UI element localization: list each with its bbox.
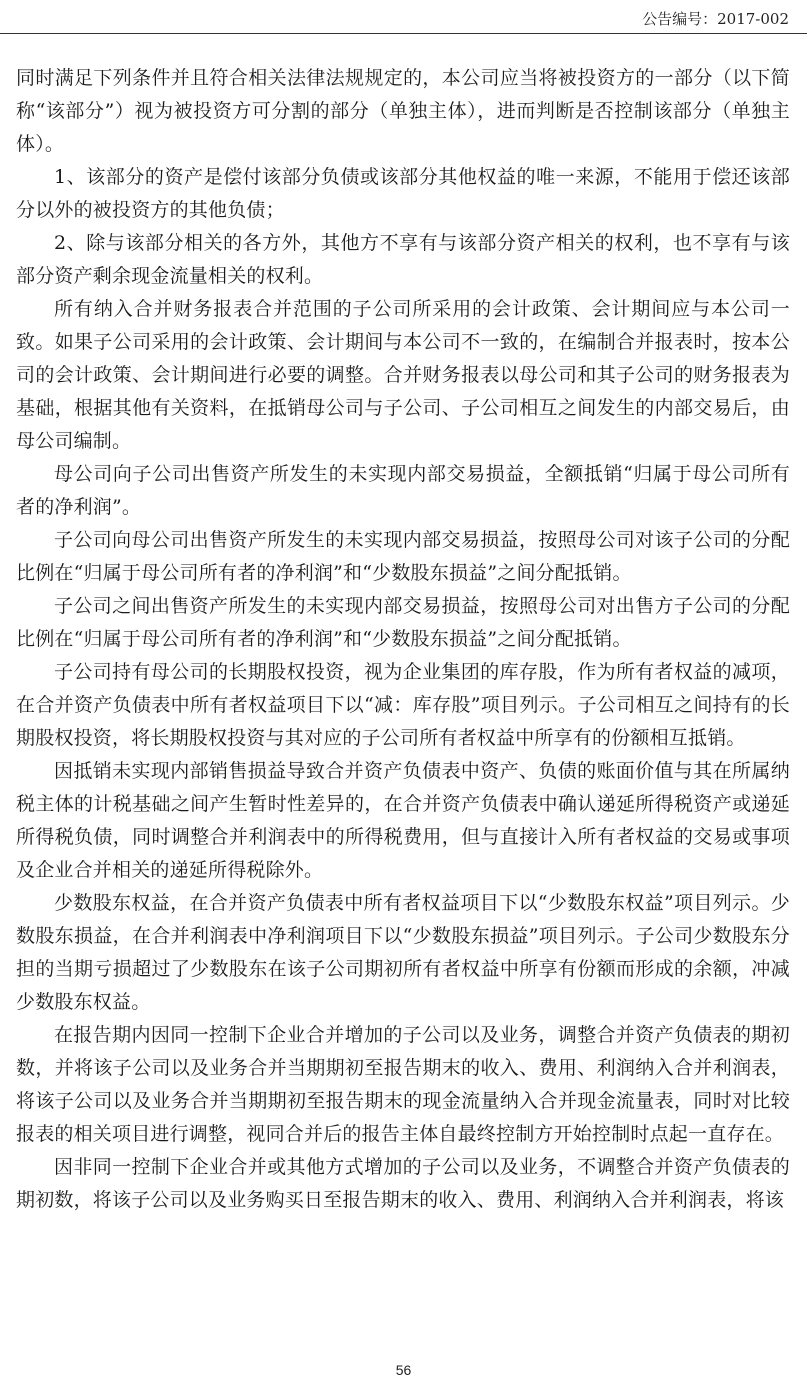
paragraph-treasury-stock: 子公司持有母公司的长期股权投资，视为企业集团的库存股，作为所有者权益的减项，在合并资产负债表中所有者权益项目下以“减：库存股”项目列示。子公司相互之间持有的长期股权投资，将长期股权投资与其对应的子公司所有者权益中所享有的份额相互抵销。 [16,661,790,749]
page-header [0,0,807,34]
header-divider [0,33,807,34]
paragraph-parent-to-subsidiary: 母公司向子公司出售资产所发生的未实现内部交易损益，全额抵销“归属于母公司所有者的净利润”。 [16,463,790,518]
document-body [16,62,790,1217]
paragraph-condition-1: 1、该部分的资产是偿付该部分负债或该部分其他权益的唯一来源，不能用于偿还该部分以外的被投资方的其他负债； [16,166,790,221]
paragraph-deferred-tax: 因抵销未实现内部销售损益导致合并资产负债表中资产、负债的账面价值与其在所属纳税主体的计税基础之间产生暂时性差异的，在合并资产负债表中确认递延所得税资产或递延所得税负债，同时调整合并利润表中的所得税费用，但与直接计入所有者权益的交易或事项及企业合并相关的递延所得税除外。 [16,760,790,881]
page-number: 56 [395,1362,412,1378]
paragraph-continuation: 同时满足下列条件并且符合相关法律法规规定的，本公司应当将被投资方的一部分（以下简称“该部分”）视为被投资方可分割的部分（单独主体），进而判断是否控制该部分（单独主体）。 [16,67,790,155]
paragraph-subsidiary-to-parent: 子公司向母公司出售资产所发生的未实现内部交易损益，按照母公司对该子公司的分配比例在“归属于母公司所有者的净利润”和“少数股东损益”之间分配抵销。 [16,529,790,584]
paragraph-accounting-policy: 所有纳入合并财务报表合并范围的子公司所采用的会计政策、会计期间应与本公司一致。如果子公司采用的会计政策、会计期间与本公司不一致的，在编制合并报表时，按本公司的会计政策、会计期间进行必要的调整。合并财务报表以母公司和其子公司的财务报表为基础，根据其他有关资料，在抵销母公司与子公司、子公司相互之间发生的内部交易后，由母公司编制。 [16,298,790,452]
paragraph-minority-interest: 少数股东权益，在合并资产负债表中所有者权益项目下以“少数股东权益”项目列示。少数股东损益，在合并利润表中净利润项目下以“少数股东损益”项目列示。子公司少数股东分担的当期亏损超过了少数股东在该子公司期初所有者权益中所享有份额而形成的余额，冲减少数股东权益。 [16,892,790,1013]
paragraph-non-common-control-merger: 因非同一控制下企业合并或其他方式增加的子公司以及业务，不调整合并资产负债表的期初数，将该子公司以及业务购买日至报告期末的收入、费用、利润纳入合并利润表，将该 [16,1156,790,1211]
paragraph-common-control-merger: 在报告期内因同一控制下企业合并增加的子公司以及业务，调整合并资产负债表的期初数，并将该子公司以及业务合并当期期初至报告期末的收入、费用、利润纳入合并利润表，将该子公司以及业务合并当期期初至报告期末的现金流量纳入合并现金流量表，同时对比较报表的相关项目进行调整，视同合并后的报告主体自最终控制方开始控制时点起一直存在。 [16,1024,790,1145]
paragraph-between-subsidiaries: 子公司之间出售资产所发生的未实现内部交易损益，按照母公司对出售方子公司的分配比例在“归属于母公司所有者的净利润”和“少数股东损益”之间分配抵销。 [16,595,790,650]
announcement-number: 公告编号：2017-002 [642,10,789,28]
paragraph-condition-2: 2、除与该部分相关的各方外，其他方不享有与该部分资产相关的权利，也不享有与该部分资产剩余现金流量相关的权利。 [16,232,790,287]
